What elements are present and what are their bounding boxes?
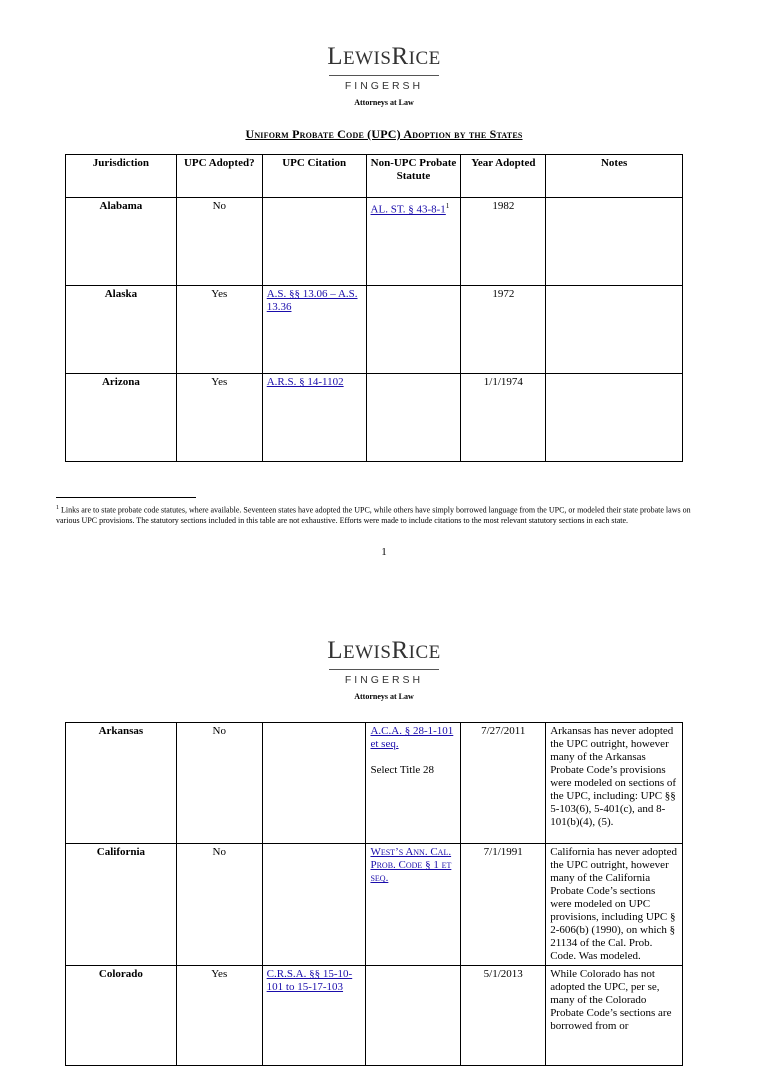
column-header-jurisdiction: Jurisdiction — [66, 155, 177, 198]
table-row — [66, 374, 683, 462]
jurisdiction-cell: Arkansas — [66, 723, 177, 844]
column-header-year-adopted: Year Adopted — [461, 155, 546, 198]
upc-adopted-cell: Yes — [176, 374, 262, 462]
year-adopted-cell: 5/1/2013 — [461, 966, 546, 1066]
column-header-upc-citation: UPC Citation — [262, 155, 366, 198]
citation-link[interactable]: A.S. §§ 13.06 – A.S. 13.36 — [266, 288, 358, 313]
year-adopted-cell: 1982 — [461, 198, 546, 286]
jurisdiction-cell: Alaska — [66, 286, 177, 374]
non-upc-statute-cell — [366, 844, 461, 966]
year-adopted-cell: 1/1/1974 — [461, 374, 546, 462]
upc-citation-cell — [262, 198, 366, 286]
notes-cell: Arkansas has never adopted the UPC outright, however many of the Arkansas Probate Code’s provisions were modeled on sections of the UPC, including: UPC §§ 5-103(6), 5-401(c), and 8-101(b)(4), (5). — [546, 723, 683, 844]
firm-logo-subtitle: FINGERSH — [344, 674, 424, 686]
citation-link[interactable]: C.R.S.A. §§ 15-10-101 to 15-17-103 — [266, 968, 353, 993]
firm-logo — [0, 638, 768, 702]
document-page-2 — [0, 580, 768, 1032]
upc-citation-cell — [262, 844, 366, 966]
footnote-text: Links are to state probate code statutes, where available. Seventeen states have adopted the UPC, while others have simply borrowed language from the UPC, or modeled their state probate laws on various UPC provisions. The statutory sections included in this table are not exhaustive. Efforts were made to include citations to the most relevant statutory sections in each state. — [56, 505, 691, 526]
table-row — [66, 966, 683, 1066]
footnote-divider — [56, 497, 196, 498]
firm-logo-wordmark: LEWISRICE — [327, 43, 441, 70]
footnote-ref[interactable]: 1 — [445, 202, 450, 210]
upc-adopted-cell: No — [176, 198, 262, 286]
notes-cell — [546, 198, 683, 286]
year-adopted-cell: 1972 — [461, 286, 546, 374]
statute-link[interactable]: West’s Ann. Cal. Prob. Code § 1 et seq. — [370, 846, 452, 884]
column-header-notes: Notes — [546, 155, 683, 198]
upc-adopted-cell: No — [176, 844, 262, 966]
statute-note: Select Title 28 — [370, 764, 435, 776]
table-row — [66, 844, 683, 966]
document-title: Uniform Probate Code (UPC) Adoption by the States — [245, 127, 523, 141]
table-row — [66, 198, 683, 286]
firm-logo-wordmark: LEWISRICE — [327, 637, 441, 664]
non-upc-statute-cell — [366, 198, 461, 286]
upc-citation-cell — [262, 374, 366, 462]
upc-adopted-cell: No — [176, 723, 262, 844]
logo-divider — [329, 75, 439, 76]
upc-table-page-2 — [65, 722, 683, 1066]
citation-link[interactable]: A.R.S. § 14-1102 — [266, 376, 344, 388]
column-header-upc-adopted: UPC Adopted? — [176, 155, 262, 198]
non-upc-statute-cell — [366, 286, 461, 374]
year-adopted-cell: 7/1/1991 — [461, 844, 546, 966]
upc-citation-cell — [262, 966, 366, 1066]
footnote: $^1$ Links are to state probate code statutes, where available. Seventeen states have adopted the UPC, while others have simply borrowed language from the UPC, or modeled their state probate laws on various UPC provisions. The statutory sections included in this table are not exhaustive. Efforts were made to include citations to the most relevant statutory sections in each state. — [56, 505, 691, 526]
non-upc-statute-cell — [366, 723, 461, 844]
upc-table-page-1 — [65, 154, 683, 462]
table-row — [66, 286, 683, 374]
upc-adopted-cell: Yes — [176, 966, 262, 1066]
jurisdiction-cell: Arizona — [66, 374, 177, 462]
table-header-row — [66, 155, 683, 198]
jurisdiction-cell: Colorado — [66, 966, 177, 1066]
notes-cell — [546, 286, 683, 374]
upc-citation-cell — [262, 723, 366, 844]
firm-tagline: Attorneys at Law — [354, 692, 414, 701]
column-header-non-upc-statute: Non-UPC Probate Statute — [366, 155, 461, 198]
page-number: 1 — [381, 546, 387, 558]
table-row — [66, 723, 683, 844]
notes-cell — [546, 374, 683, 462]
firm-tagline: Attorneys at Law — [354, 98, 414, 107]
statute-link[interactable]: A.C.A. § 28-1-101 et seq. — [370, 725, 454, 750]
logo-divider — [329, 669, 439, 670]
statute-link[interactable]: AL. ST. § 43-8-1 — [370, 203, 446, 216]
non-upc-statute-cell — [366, 374, 461, 462]
year-adopted-cell: 7/27/2011 — [461, 723, 546, 844]
jurisdiction-cell: California — [66, 844, 177, 966]
firm-logo-subtitle: FINGERSH — [344, 80, 424, 92]
firm-logo — [0, 44, 768, 108]
notes-cell: While Colorado has not adopted the UPC, per se, many of the Colorado Probate Code’s sections are borrowed from or — [546, 966, 683, 1066]
upc-adopted-cell: Yes — [176, 286, 262, 374]
non-upc-statute-cell — [366, 966, 461, 1066]
jurisdiction-cell: Alabama — [66, 198, 177, 286]
notes-cell: California has never adopted the UPC outright, however many of the California Probate Code’s sections were modeled on UPC provisions, including UPC § 2-606(b) (1990), on which § 21134 of the Cal. Prob. Code. Was modeled. — [546, 844, 683, 966]
upc-citation-cell — [262, 286, 366, 374]
